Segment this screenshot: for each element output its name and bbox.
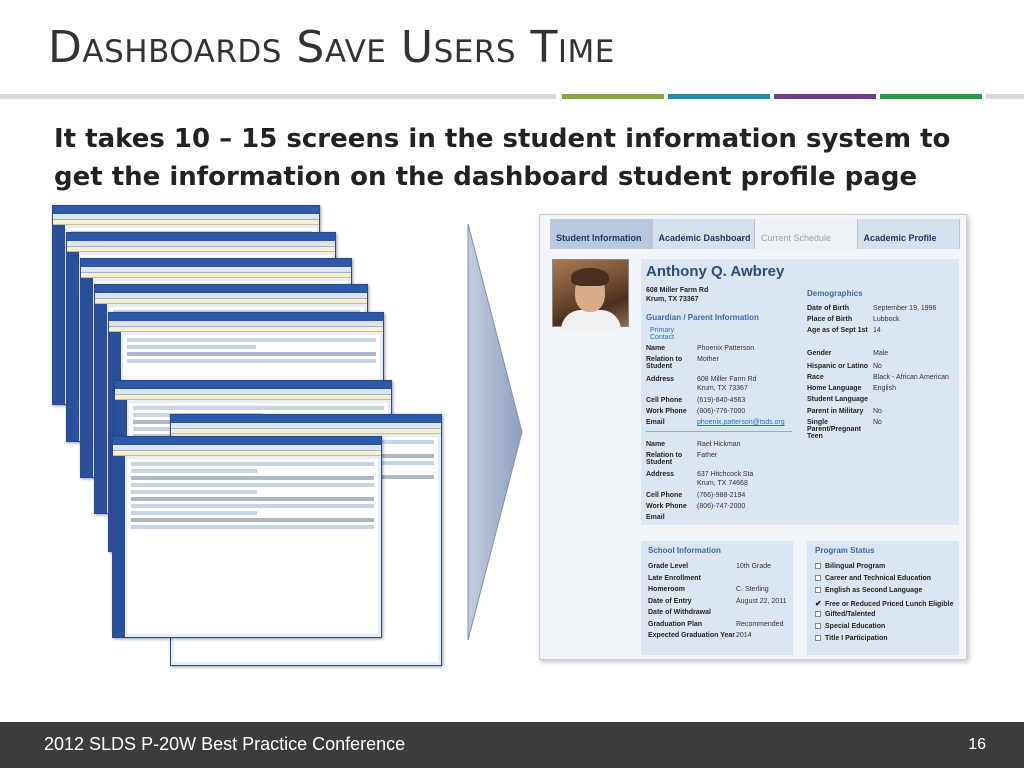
primary-contact-label: Primary Contact — [650, 327, 675, 341]
guardian2-cell-label: Cell Phone — [646, 492, 683, 499]
program-item — [815, 575, 931, 582]
program-label: English as Second Language — [825, 587, 923, 594]
program-item — [815, 623, 885, 630]
guardian-cell: (619)-840-4563 — [697, 397, 746, 404]
checkbox[interactable] — [815, 623, 821, 629]
guardian2-name: Rael Hickman — [697, 441, 741, 448]
checkbox[interactable] — [815, 587, 821, 593]
school-info-value: 10th Grade — [736, 563, 772, 570]
tab-current-schedule[interactable]: Current Schedule — [755, 219, 858, 249]
demographic-value: 14 — [873, 327, 881, 334]
checkmark-icon[interactable]: ✔ — [815, 599, 822, 608]
program-status-box — [807, 541, 959, 655]
guardian2-cell: (766)-988-2194 — [697, 492, 746, 499]
school-info-value: Recommended — [736, 620, 784, 628]
tab-academic-dashboard[interactable]: Academic Dashboard — [653, 219, 756, 249]
demographic-value: Black - African American — [873, 374, 949, 381]
program-label: Gifted/Talented — [825, 611, 876, 618]
demographic-value: No — [873, 419, 882, 426]
guardian-email-link[interactable]: phoenix.patterson@tsds.org — [697, 419, 785, 426]
program-item — [815, 563, 885, 570]
demographic-value: No — [873, 363, 882, 370]
demographic-label: Gender — [807, 350, 832, 357]
demographic-value: September 19, 1996 — [873, 305, 937, 312]
checkbox[interactable] — [815, 635, 821, 641]
demographic-label: Age as of Sept 1st — [807, 327, 868, 334]
guardian-cell-label: Cell Phone — [646, 397, 683, 404]
guardian2-email-label: Email — [646, 514, 665, 521]
guardian-work-label: Work Phone — [646, 408, 687, 415]
guardian2-name-label: Name — [646, 441, 666, 448]
school-info-label: Late Enrollment — [648, 574, 701, 582]
divider — [646, 431, 792, 432]
color-bar-divider — [0, 94, 1024, 100]
guardian-relation: Mother — [697, 356, 719, 363]
sis-screen — [112, 436, 382, 638]
guardian-email-label: Email — [646, 419, 665, 426]
guardian2-address-line1: 637 Hitchcock Sta — [697, 471, 754, 478]
school-info-label: Graduation Plan — [648, 620, 703, 628]
demographic-label: Parent in Military — [807, 408, 864, 415]
guardian-heading: Guardian / Parent Information — [646, 313, 759, 322]
checkbox[interactable] — [815, 611, 821, 617]
guardian2-work: (806)-747-2000 — [697, 503, 746, 510]
program-item — [815, 611, 875, 618]
demographic-label: Home Language — [807, 385, 862, 392]
demographic-label: Single Parent/Pregnant Teen — [807, 419, 862, 440]
demographic-value: Lubbock — [873, 316, 900, 323]
student-profile-panel — [539, 214, 967, 660]
student-photo — [552, 259, 629, 327]
program-label: Special Education — [825, 623, 886, 630]
school-info-label: Date of Withdrawal — [648, 609, 711, 616]
page-number: 16 — [968, 736, 986, 753]
school-info-value: August 22, 2011 — [736, 597, 787, 605]
guardian-name-label: Name — [646, 345, 666, 352]
program-label: Free or Reduced Priced Lunch Eligible — [825, 601, 954, 608]
student-address-line1: 608 Miller Farm Rd — [646, 287, 709, 294]
right-arrow-icon — [462, 222, 524, 642]
program-label: Career and Technical Education — [825, 575, 932, 582]
student-name: Anthony Q. Awbrey — [646, 263, 785, 280]
student-address-line2: Krum, TX 73367 — [646, 296, 699, 303]
tab-academic-profile[interactable]: Academic Profile — [858, 219, 961, 249]
school-info-value: 2014 — [736, 632, 752, 639]
guardian2-relation-label: Relation to Student — [646, 452, 683, 466]
footer-text: 2012 SLDS P-20W Best Practice Conference — [44, 734, 406, 754]
guardian2-relation: Father — [697, 452, 718, 459]
demographic-value: English — [873, 385, 896, 392]
guardian-work: (806)-776-7000 — [697, 408, 746, 415]
demographic-label: Place of Birth — [807, 316, 853, 323]
demographics-heading: Demographics — [807, 289, 863, 298]
program-label: Bilingual Program — [825, 563, 886, 570]
checkbox[interactable] — [815, 563, 821, 569]
demographic-label: Student Language — [807, 396, 869, 403]
program-item — [815, 599, 953, 608]
demographic-value: Male — [873, 350, 889, 357]
student-info-box — [641, 259, 959, 525]
slide-title: Dashboards Save Users Time — [48, 22, 615, 73]
checkbox[interactable] — [815, 575, 821, 581]
program-item — [815, 587, 922, 594]
school-info-value: C. Sterling — [736, 586, 769, 593]
guardian-address-line1: 608 Miller Farm Rd — [697, 376, 757, 383]
program-status-heading: Program Status — [815, 546, 875, 555]
school-info-label: Grade Level — [648, 563, 689, 570]
guardian2-address-line2: Krum, TX 74668 — [697, 480, 748, 487]
school-info-heading: School Information — [648, 546, 721, 555]
guardian-address-label: Address — [646, 376, 675, 383]
guardian2-work-label: Work Phone — [646, 503, 687, 510]
demographic-value: No — [873, 408, 882, 415]
school-info-box — [641, 541, 793, 655]
demographic-label: Hispanic or Latino — [807, 363, 869, 370]
program-label: Title I Participation — [825, 635, 888, 642]
guardian-name: Phoenix Patterson — [697, 345, 755, 352]
school-info-label: Expected Graduation Year — [648, 632, 736, 639]
footer — [0, 722, 1024, 768]
tab-student-information[interactable]: Student Information — [550, 219, 653, 249]
demographic-label: Date of Birth — [807, 305, 849, 312]
slide-subtitle: It takes 10 – 15 screens in the student information system to get the information on the dashboard student profile page — [54, 124, 951, 192]
program-item — [815, 635, 888, 642]
guardian-address-line2: Krum, TX 73367 — [697, 385, 748, 392]
guardian2-address-label: Address — [646, 471, 675, 478]
school-info-label: Homeroom — [648, 586, 685, 593]
profile-tabs — [550, 219, 960, 249]
guardian-relation-label: Relation to Student — [646, 356, 683, 370]
demographic-label: Race — [807, 374, 824, 381]
school-info-label: Date of Entry — [648, 597, 692, 605]
